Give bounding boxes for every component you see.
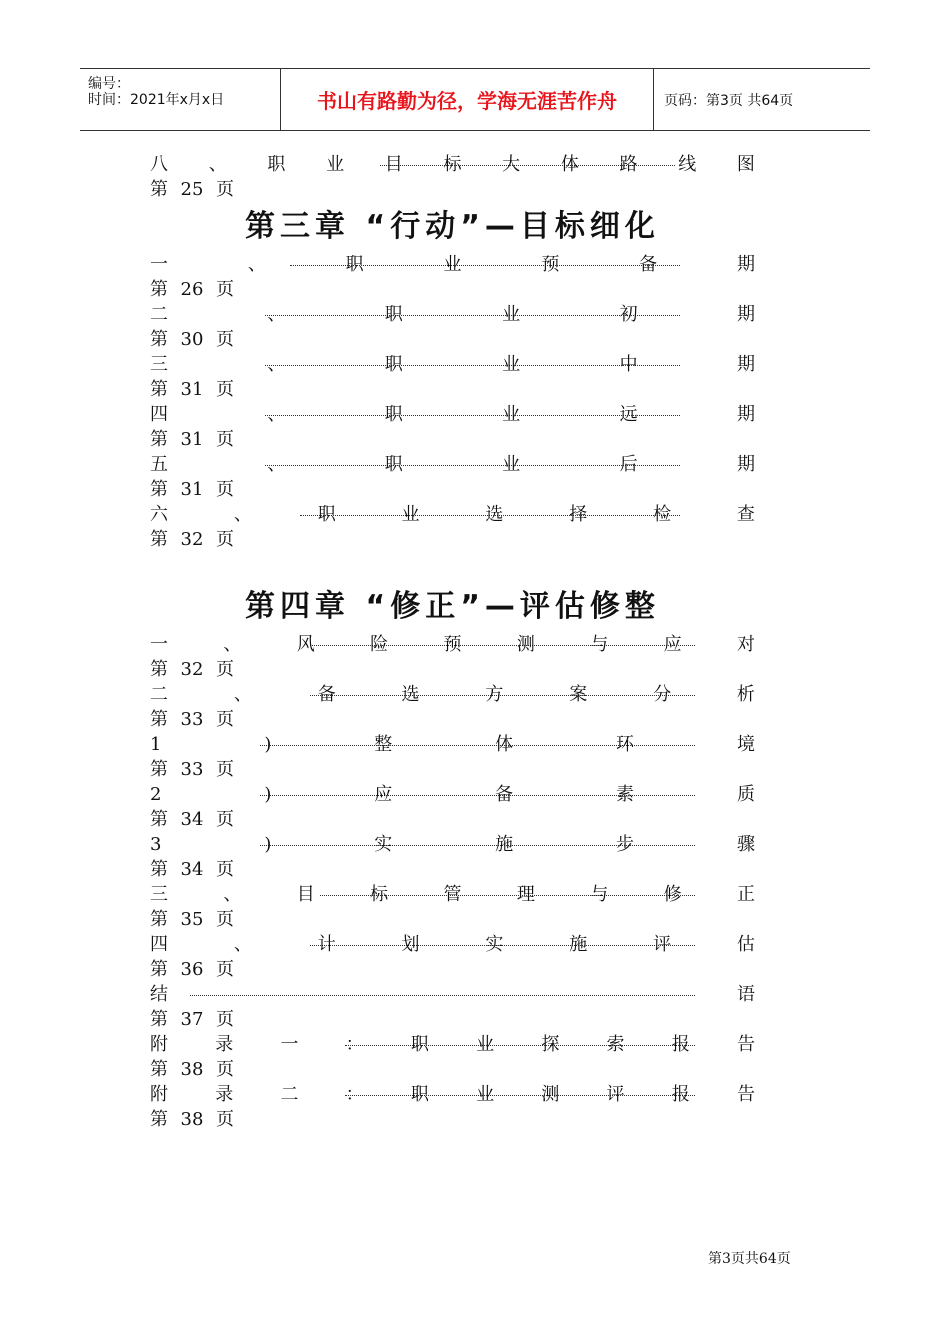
page-ref-part: 页 bbox=[216, 659, 234, 680]
toc-entry-char: 修 bbox=[663, 884, 682, 905]
document-header bbox=[80, 68, 870, 131]
toc-entry-char: 图 bbox=[736, 154, 755, 175]
toc-entry-char: 评 bbox=[606, 1084, 625, 1105]
toc-entry-char: 划 bbox=[401, 934, 420, 955]
page-ref-part: 第 bbox=[150, 709, 168, 730]
toc-page-ref bbox=[150, 427, 755, 452]
toc-entry[interactable] bbox=[150, 452, 755, 477]
toc-entry-char: 环 bbox=[616, 734, 635, 755]
toc-entry[interactable] bbox=[150, 402, 755, 427]
page-ref-part: 页 bbox=[216, 959, 234, 980]
toc-entry-char: 结 bbox=[150, 984, 168, 1005]
toc-entry-char: 、 bbox=[233, 684, 252, 705]
toc-entry-char: 险 bbox=[370, 634, 389, 655]
chapter-heading: 第四章 “修正”—评估修整 bbox=[245, 589, 660, 624]
toc-entry-char: 六 bbox=[150, 504, 168, 525]
toc-entry-char: 职 bbox=[384, 354, 403, 375]
toc-entry-char: 查 bbox=[736, 504, 755, 525]
page-ref-part: 页 bbox=[216, 859, 234, 880]
toc-page-ref bbox=[150, 477, 755, 502]
chapter-heading: 第三章 “行动”—目标细化 bbox=[245, 209, 660, 244]
toc-entry-char: ) bbox=[264, 834, 272, 855]
page-ref-part: 第 bbox=[150, 279, 168, 300]
toc-entry-char: 、 bbox=[247, 254, 266, 275]
toc-entry-char: 施 bbox=[495, 834, 514, 855]
number-label: 编号： bbox=[88, 76, 130, 92]
toc-entry-char: 、 bbox=[223, 634, 242, 655]
page-ref-part: 第 bbox=[150, 529, 168, 550]
page-ref-part: 第 bbox=[150, 429, 168, 450]
page-ref-part: 第 bbox=[150, 1059, 168, 1080]
toc-entry-char: 业 bbox=[443, 254, 462, 275]
toc-entry-char: 备 bbox=[317, 684, 336, 705]
toc-entry[interactable] bbox=[150, 152, 755, 177]
toc-entry-char: 业 bbox=[476, 1034, 495, 1055]
toc-entry-char: 检 bbox=[653, 504, 672, 525]
toc-entry-char: 期 bbox=[736, 454, 755, 475]
page-ref-part: 30 bbox=[180, 329, 204, 350]
toc-entry-char: 一 bbox=[150, 634, 168, 655]
toc-entry[interactable] bbox=[150, 882, 755, 907]
time-label: 时间：2021年x月x日 bbox=[88, 92, 225, 108]
toc-entry-char: 职 bbox=[267, 154, 286, 175]
toc-entry-char: 案 bbox=[569, 684, 588, 705]
toc-entry-char: 录 bbox=[215, 1084, 234, 1105]
toc-entry-char: 测 bbox=[516, 634, 535, 655]
page-ref-part: 页 bbox=[216, 379, 234, 400]
toc-entry-char: 计 bbox=[317, 934, 336, 955]
toc-entry-char: 应 bbox=[663, 634, 682, 655]
page-ref-part: 34 bbox=[180, 809, 204, 830]
page-ref-part: 页 bbox=[216, 279, 234, 300]
toc-entry-char: 探 bbox=[541, 1034, 560, 1055]
toc-entry[interactable] bbox=[150, 252, 755, 277]
toc-entry-char: 职 bbox=[345, 254, 364, 275]
page-ref-part: 33 bbox=[180, 709, 204, 730]
toc-entry-char: 远 bbox=[619, 404, 638, 425]
toc-entry-char: 附 bbox=[150, 1084, 168, 1105]
header-meta-cell bbox=[80, 69, 281, 130]
toc-entry-char: 估 bbox=[736, 934, 755, 955]
toc-entry[interactable] bbox=[150, 682, 755, 707]
toc-entry-char: 步 bbox=[616, 834, 635, 855]
toc-entry-char: 预 bbox=[541, 254, 560, 275]
toc-entry-char: 应 bbox=[374, 784, 393, 805]
toc-entry-char: 、 bbox=[223, 884, 242, 905]
toc-page-ref bbox=[150, 957, 755, 982]
toc-entry-char: 析 bbox=[736, 684, 755, 705]
page-ref-part: 26 bbox=[180, 279, 204, 300]
toc-entry[interactable] bbox=[150, 1082, 755, 1107]
toc-entry-char: 实 bbox=[485, 934, 504, 955]
toc-entry-char: 三 bbox=[150, 354, 168, 375]
toc-entry-char: 期 bbox=[736, 354, 755, 375]
toc-entry-char: 一 bbox=[150, 254, 168, 275]
toc-entry-char: 与 bbox=[590, 884, 609, 905]
toc-entry-char: 测 bbox=[541, 1084, 560, 1105]
toc-entry-char: ： bbox=[345, 1034, 364, 1055]
header-slogan: 书山有路勤为径，学海无涯苦作舟 bbox=[281, 69, 654, 130]
toc-entry-char: 报 bbox=[671, 1084, 690, 1105]
toc-entry-char: 体 bbox=[495, 734, 514, 755]
spacer bbox=[150, 552, 755, 582]
page-ref-part: 页 bbox=[216, 329, 234, 350]
toc-page-ref bbox=[150, 277, 755, 302]
page-ref-part: 页 bbox=[216, 709, 234, 730]
page-ref-part: 第 bbox=[150, 909, 168, 930]
toc-entry-char: 目 bbox=[296, 884, 315, 905]
toc-entry-char: 整 bbox=[374, 734, 393, 755]
page-ref-part: 页 bbox=[216, 909, 234, 930]
page-ref-part: 第 bbox=[150, 479, 168, 500]
page-ref-part: 31 bbox=[180, 379, 204, 400]
toc-page-ref bbox=[150, 857, 755, 882]
toc-entry-char: 八 bbox=[150, 154, 168, 175]
toc-entry-char: 择 bbox=[569, 504, 588, 525]
toc-entry-char: 、 bbox=[267, 304, 286, 325]
toc-entry-char: 与 bbox=[590, 634, 609, 655]
page-ref-part: 页 bbox=[216, 429, 234, 450]
dot-leader bbox=[345, 1045, 695, 1046]
dot-leader bbox=[345, 1095, 695, 1096]
toc-entry-char: 三 bbox=[150, 884, 168, 905]
toc-entry-char: 报 bbox=[671, 1034, 690, 1055]
page-ref-part: 第 bbox=[150, 859, 168, 880]
page-ref-part: 第 bbox=[150, 959, 168, 980]
toc-entry[interactable] bbox=[150, 302, 755, 327]
toc-entry-char: 业 bbox=[502, 404, 521, 425]
toc-entry-char: 职 bbox=[410, 1034, 429, 1055]
toc-entry-char: 2 bbox=[150, 784, 162, 805]
dot-leader bbox=[265, 415, 680, 416]
toc-entry[interactable] bbox=[150, 1032, 755, 1057]
toc-entry-char: 索 bbox=[606, 1034, 625, 1055]
toc-page-ref bbox=[150, 1107, 755, 1132]
page-ref-part: 33 bbox=[180, 759, 204, 780]
dot-leader bbox=[265, 365, 680, 366]
page-ref-part: 页 bbox=[216, 759, 234, 780]
toc-page-ref bbox=[150, 177, 755, 202]
toc-entry-char: 线 bbox=[678, 154, 697, 175]
toc-entry-char: 3 bbox=[150, 834, 162, 855]
page-ref-part: 38 bbox=[180, 1059, 204, 1080]
toc-entry-char: 、 bbox=[267, 454, 286, 475]
page-ref-part: 34 bbox=[180, 859, 204, 880]
page-ref-part: 页 bbox=[216, 1009, 234, 1030]
toc-entry-char: 二 bbox=[150, 684, 168, 705]
toc-entry[interactable] bbox=[150, 832, 755, 857]
page-ref-part: 页 bbox=[216, 1059, 234, 1080]
toc-entry-char: 期 bbox=[736, 304, 755, 325]
toc-entry-char: ： bbox=[345, 1084, 364, 1105]
toc-entry[interactable] bbox=[150, 932, 755, 957]
toc-entry-char: 对 bbox=[737, 634, 755, 655]
toc-entry-char: 业 bbox=[326, 154, 345, 175]
toc-entry-char: 选 bbox=[401, 684, 420, 705]
page-ref-part: 35 bbox=[180, 909, 204, 930]
toc-entry-char: 业 bbox=[476, 1084, 495, 1105]
toc-entry-char: 、 bbox=[233, 504, 252, 525]
toc-page-ref bbox=[150, 327, 755, 352]
page-ref-part: 页 bbox=[216, 1109, 234, 1130]
toc-entry-char: 、 bbox=[233, 934, 252, 955]
page-ref-part: 31 bbox=[180, 479, 204, 500]
toc-page-ref bbox=[150, 707, 755, 732]
toc-entry[interactable] bbox=[150, 632, 755, 657]
toc-entry-char: 业 bbox=[502, 304, 521, 325]
toc-entry[interactable] bbox=[150, 732, 755, 757]
page-ref-part: 第 bbox=[150, 1109, 168, 1130]
toc-page-ref bbox=[150, 757, 755, 782]
toc-entry-char: 期 bbox=[736, 254, 755, 275]
toc-entry-char: 初 bbox=[619, 304, 638, 325]
toc-entry-char: 职 bbox=[384, 304, 403, 325]
toc-entry-char: 实 bbox=[374, 834, 393, 855]
toc-entry-char: 期 bbox=[736, 404, 755, 425]
toc-entry-char: 管 bbox=[443, 884, 462, 905]
page-ref-part: 第 bbox=[150, 659, 168, 680]
page-ref-part: 38 bbox=[180, 1109, 204, 1130]
page-ref-part: 第 bbox=[150, 1009, 168, 1030]
toc-entry-char: 大 bbox=[502, 154, 521, 175]
toc-entry-char: 职 bbox=[384, 404, 403, 425]
toc-entry-char: 理 bbox=[516, 884, 535, 905]
toc-entry-char: 后 bbox=[619, 454, 638, 475]
toc-entry-char: 中 bbox=[619, 354, 638, 375]
toc-entry-char: 体 bbox=[560, 154, 579, 175]
toc-entry-char: ) bbox=[264, 784, 272, 805]
toc-entry-char: 语 bbox=[737, 984, 755, 1005]
toc-entry[interactable] bbox=[150, 982, 755, 1007]
toc-page-ref bbox=[150, 1057, 755, 1082]
toc-entry-char: 告 bbox=[736, 1084, 755, 1105]
toc-entry-char: ) bbox=[264, 734, 272, 755]
page-ref-part: 第 bbox=[150, 329, 168, 350]
toc-entry-char: 备 bbox=[495, 784, 514, 805]
toc-entry-char: 方 bbox=[485, 684, 504, 705]
header-page-info: 页码：第3页 共64页 bbox=[664, 92, 794, 109]
page-ref-part: 第 bbox=[150, 379, 168, 400]
toc-entry-char: 一 bbox=[280, 1034, 299, 1055]
page-ref-part: 第 bbox=[150, 809, 168, 830]
toc-entry-char: 素 bbox=[616, 784, 635, 805]
toc-entry-char: 施 bbox=[569, 934, 588, 955]
toc-entry-char: 标 bbox=[370, 884, 389, 905]
page-ref-part: 页 bbox=[216, 529, 234, 550]
toc-entry-char: 风 bbox=[296, 634, 315, 655]
toc-entry-char: 、 bbox=[267, 404, 286, 425]
toc-entry-char: 二 bbox=[280, 1084, 299, 1105]
toc-entry-char: 分 bbox=[653, 684, 672, 705]
toc-entry-char: 附 bbox=[150, 1034, 168, 1055]
page-ref-part: 32 bbox=[180, 659, 204, 680]
toc-entry-char: 职 bbox=[410, 1084, 429, 1105]
dot-leader bbox=[265, 465, 680, 466]
dot-leader bbox=[310, 645, 695, 646]
toc-entry[interactable] bbox=[150, 782, 755, 807]
toc-entry-char: 职 bbox=[317, 504, 336, 525]
page-ref-part: 页 bbox=[216, 479, 234, 500]
page-ref-part: 31 bbox=[180, 429, 204, 450]
toc-page-ref bbox=[150, 1007, 755, 1032]
dot-leader bbox=[190, 995, 695, 996]
toc-entry-char: 四 bbox=[150, 934, 168, 955]
toc-entry[interactable] bbox=[150, 502, 755, 527]
toc-entry-char: 、 bbox=[267, 354, 286, 375]
toc-entry-char: 1 bbox=[150, 734, 162, 755]
toc-entry-char: 质 bbox=[736, 784, 755, 805]
page-ref-part: 37 bbox=[180, 1009, 204, 1030]
toc-entry-char: 四 bbox=[150, 404, 168, 425]
toc-page-ref bbox=[150, 657, 755, 682]
toc-entry-char: 业 bbox=[401, 504, 420, 525]
page-ref-part: 第 bbox=[150, 179, 168, 200]
toc-entry-char: 业 bbox=[502, 454, 521, 475]
toc-entry-char: 评 bbox=[653, 934, 672, 955]
page-ref-part: 25 bbox=[180, 179, 204, 200]
toc-entry-char: 选 bbox=[485, 504, 504, 525]
page-ref-part: 36 bbox=[180, 959, 204, 980]
toc-page-ref bbox=[150, 377, 755, 402]
toc-page-ref bbox=[150, 907, 755, 932]
dot-leader bbox=[265, 315, 680, 316]
toc-page-ref bbox=[150, 527, 755, 552]
toc-entry-char: 备 bbox=[639, 254, 658, 275]
page-ref-part: 页 bbox=[216, 809, 234, 830]
toc-entry-char: 录 bbox=[215, 1034, 234, 1055]
toc-entry[interactable] bbox=[150, 352, 755, 377]
toc-entry-char: 骤 bbox=[736, 834, 755, 855]
toc-entry-char: 境 bbox=[736, 734, 755, 755]
toc-entry-char: 业 bbox=[502, 354, 521, 375]
toc-entry-char: 目 bbox=[384, 154, 403, 175]
toc-entry-char: 二 bbox=[150, 304, 168, 325]
toc-entry-char: 告 bbox=[736, 1034, 755, 1055]
toc-entry-char: 路 bbox=[619, 154, 638, 175]
page-ref-part: 页 bbox=[216, 179, 234, 200]
toc-entry-char: 、 bbox=[208, 154, 227, 175]
page-ref-part: 第 bbox=[150, 759, 168, 780]
toc-entry-char: 职 bbox=[384, 454, 403, 475]
page-ref-part: 32 bbox=[180, 529, 204, 550]
toc-entry-char: 预 bbox=[443, 634, 462, 655]
toc-entry-char: 五 bbox=[150, 454, 168, 475]
toc-entry-char: 标 bbox=[443, 154, 462, 175]
table-of-contents bbox=[150, 152, 755, 1132]
toc-page-ref bbox=[150, 807, 755, 832]
page-footer: 第3页共64页 bbox=[708, 1251, 791, 1267]
toc-entry-char: 正 bbox=[737, 884, 755, 905]
